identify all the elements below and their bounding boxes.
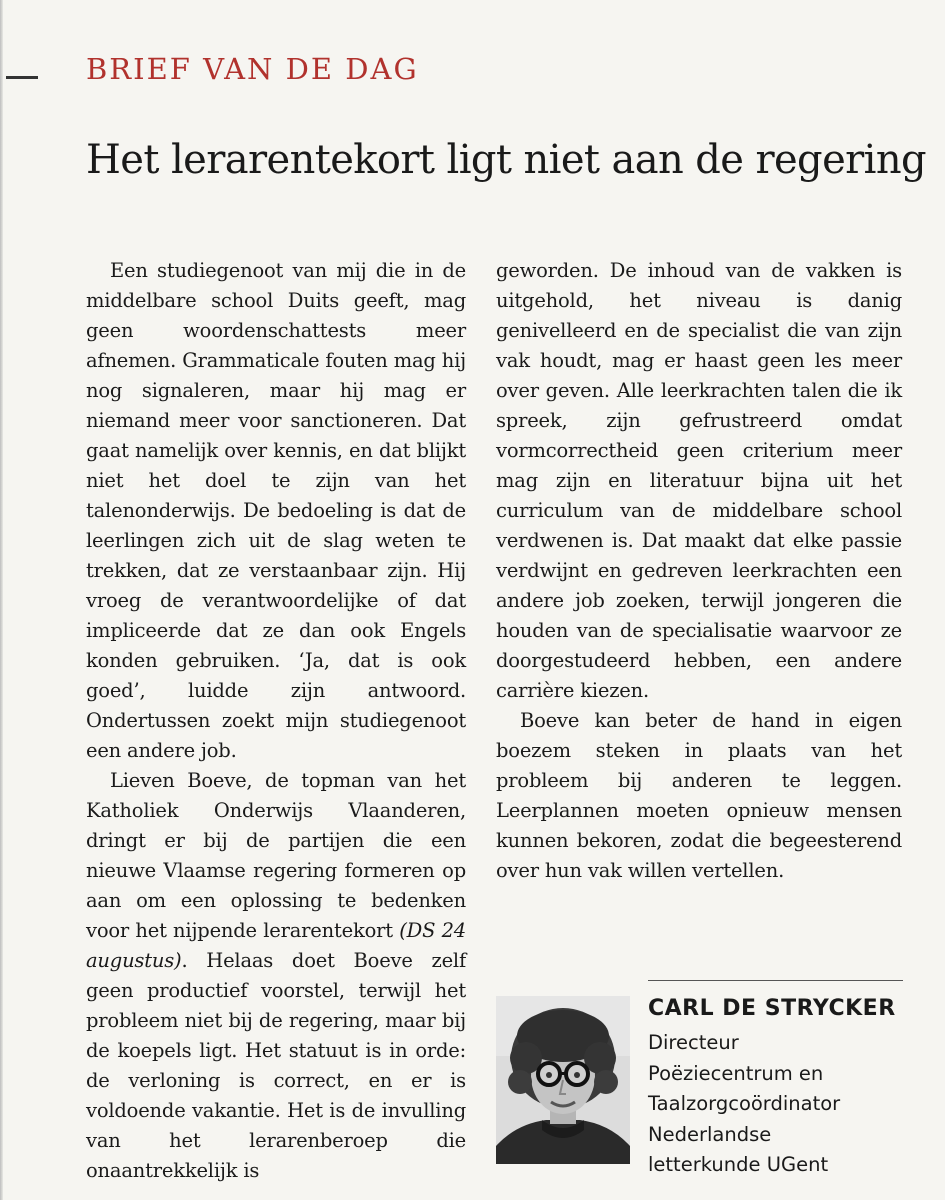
paragraph-2-continued: geworden. De inhoud van de vakken is uitgehold, het niveau is danig genivelleerd en de specialist die van zijn vak houdt, mag er haast geen les meer over geven. Alle leerkrachten talen die ik spreek, zijn gefrustreerd omdat vormcorrectheid geen criterium meer mag zijn en literatuur bijna uit het curriculum van de middelbare school verdwenen is. Dat maakt dat elke passie verdwijnt en gedreven leerkrachten een andere job zoeken, terwijl jongeren die houden van de specialisatie waarvoor ze doorgestudeerd hebben, een andere carrière kiezen. [496,259,902,702]
article-column-right [496,256,902,886]
author-portrait-illustration [496,996,630,1164]
author-role-line: Nederlandse [648,1122,772,1146]
paragraph-1: Een studiegenoot van mij die in de middelbare school Duits geeft, mag geen woordenschattests meer afnemen. Grammaticale fouten mag hij nog signaleren, maar hij mag er niemand meer voor sanctioneren. Dat gaat namelijk over kennis, en dat blijkt niet het doel te zijn van het talenonderwijs. De bedoeling is dat de leerlingen zich uit de slag weten te trekken, dat ze verstaanbaar zijn. Hij vroeg de verantwoordelijke of dat impliceerde dat ze dan ook Engels konden gebruiken. ‘Ja, dat is ook goed’, luidde zijn antwoord. Ondertussen zoekt mijn studiegenoot een andere job. [86,259,466,762]
author-role-line: Directeur [648,1031,739,1054]
author-name: CARL DE STRYCKER [648,996,896,1021]
author-photo [496,996,630,1164]
section-kicker: BRIEF VAN DE DAG [86,52,419,86]
author-role-line: Poëziecentrum en [648,1061,824,1085]
paragraph-2 [86,766,466,1186]
page-edge [0,0,3,1200]
paragraph-2-end: . Helaas doet Boeve zelf geen productief voorstel, terwijl het probleem niet bij de regering, maar bij de koepels ligt. Het statuut is in orde: de verloning is correct, en er is voldoende vakantie. Het is de invulling van het lerarenberoep die onaantrekkelijk is [86,949,466,1182]
paragraph-2-start: Lieven Boeve, de topman van het Katholiek Onderwijs Vlaanderen, dringt er bij de partijen die een nieuwe Vlaamse regering formeren op aan om een oplossing te bedenken voor het nijpende lerarentekort [86,769,466,942]
paragraph-3: Boeve kan beter de hand in eigen boezem steken in plaats van het probleem bij anderen te leggen. Leerplannen moeten opnieuw mensen kunnen bekoren, zodat die begeesterend over hun vak willen vertellen. [496,709,902,882]
author-description [648,1028,908,1181]
author-role-line: letterkunde UGent [648,1153,829,1176]
source-reference: (DS 24 augustus) [86,919,466,972]
article-column-left [86,256,466,1186]
author-divider [648,980,903,981]
author-role-line: Taalzorgcoördinator [648,1092,841,1115]
section-dash [6,76,38,79]
article-headline: Het lerarentekort ligt niet aan de regering [86,137,927,183]
